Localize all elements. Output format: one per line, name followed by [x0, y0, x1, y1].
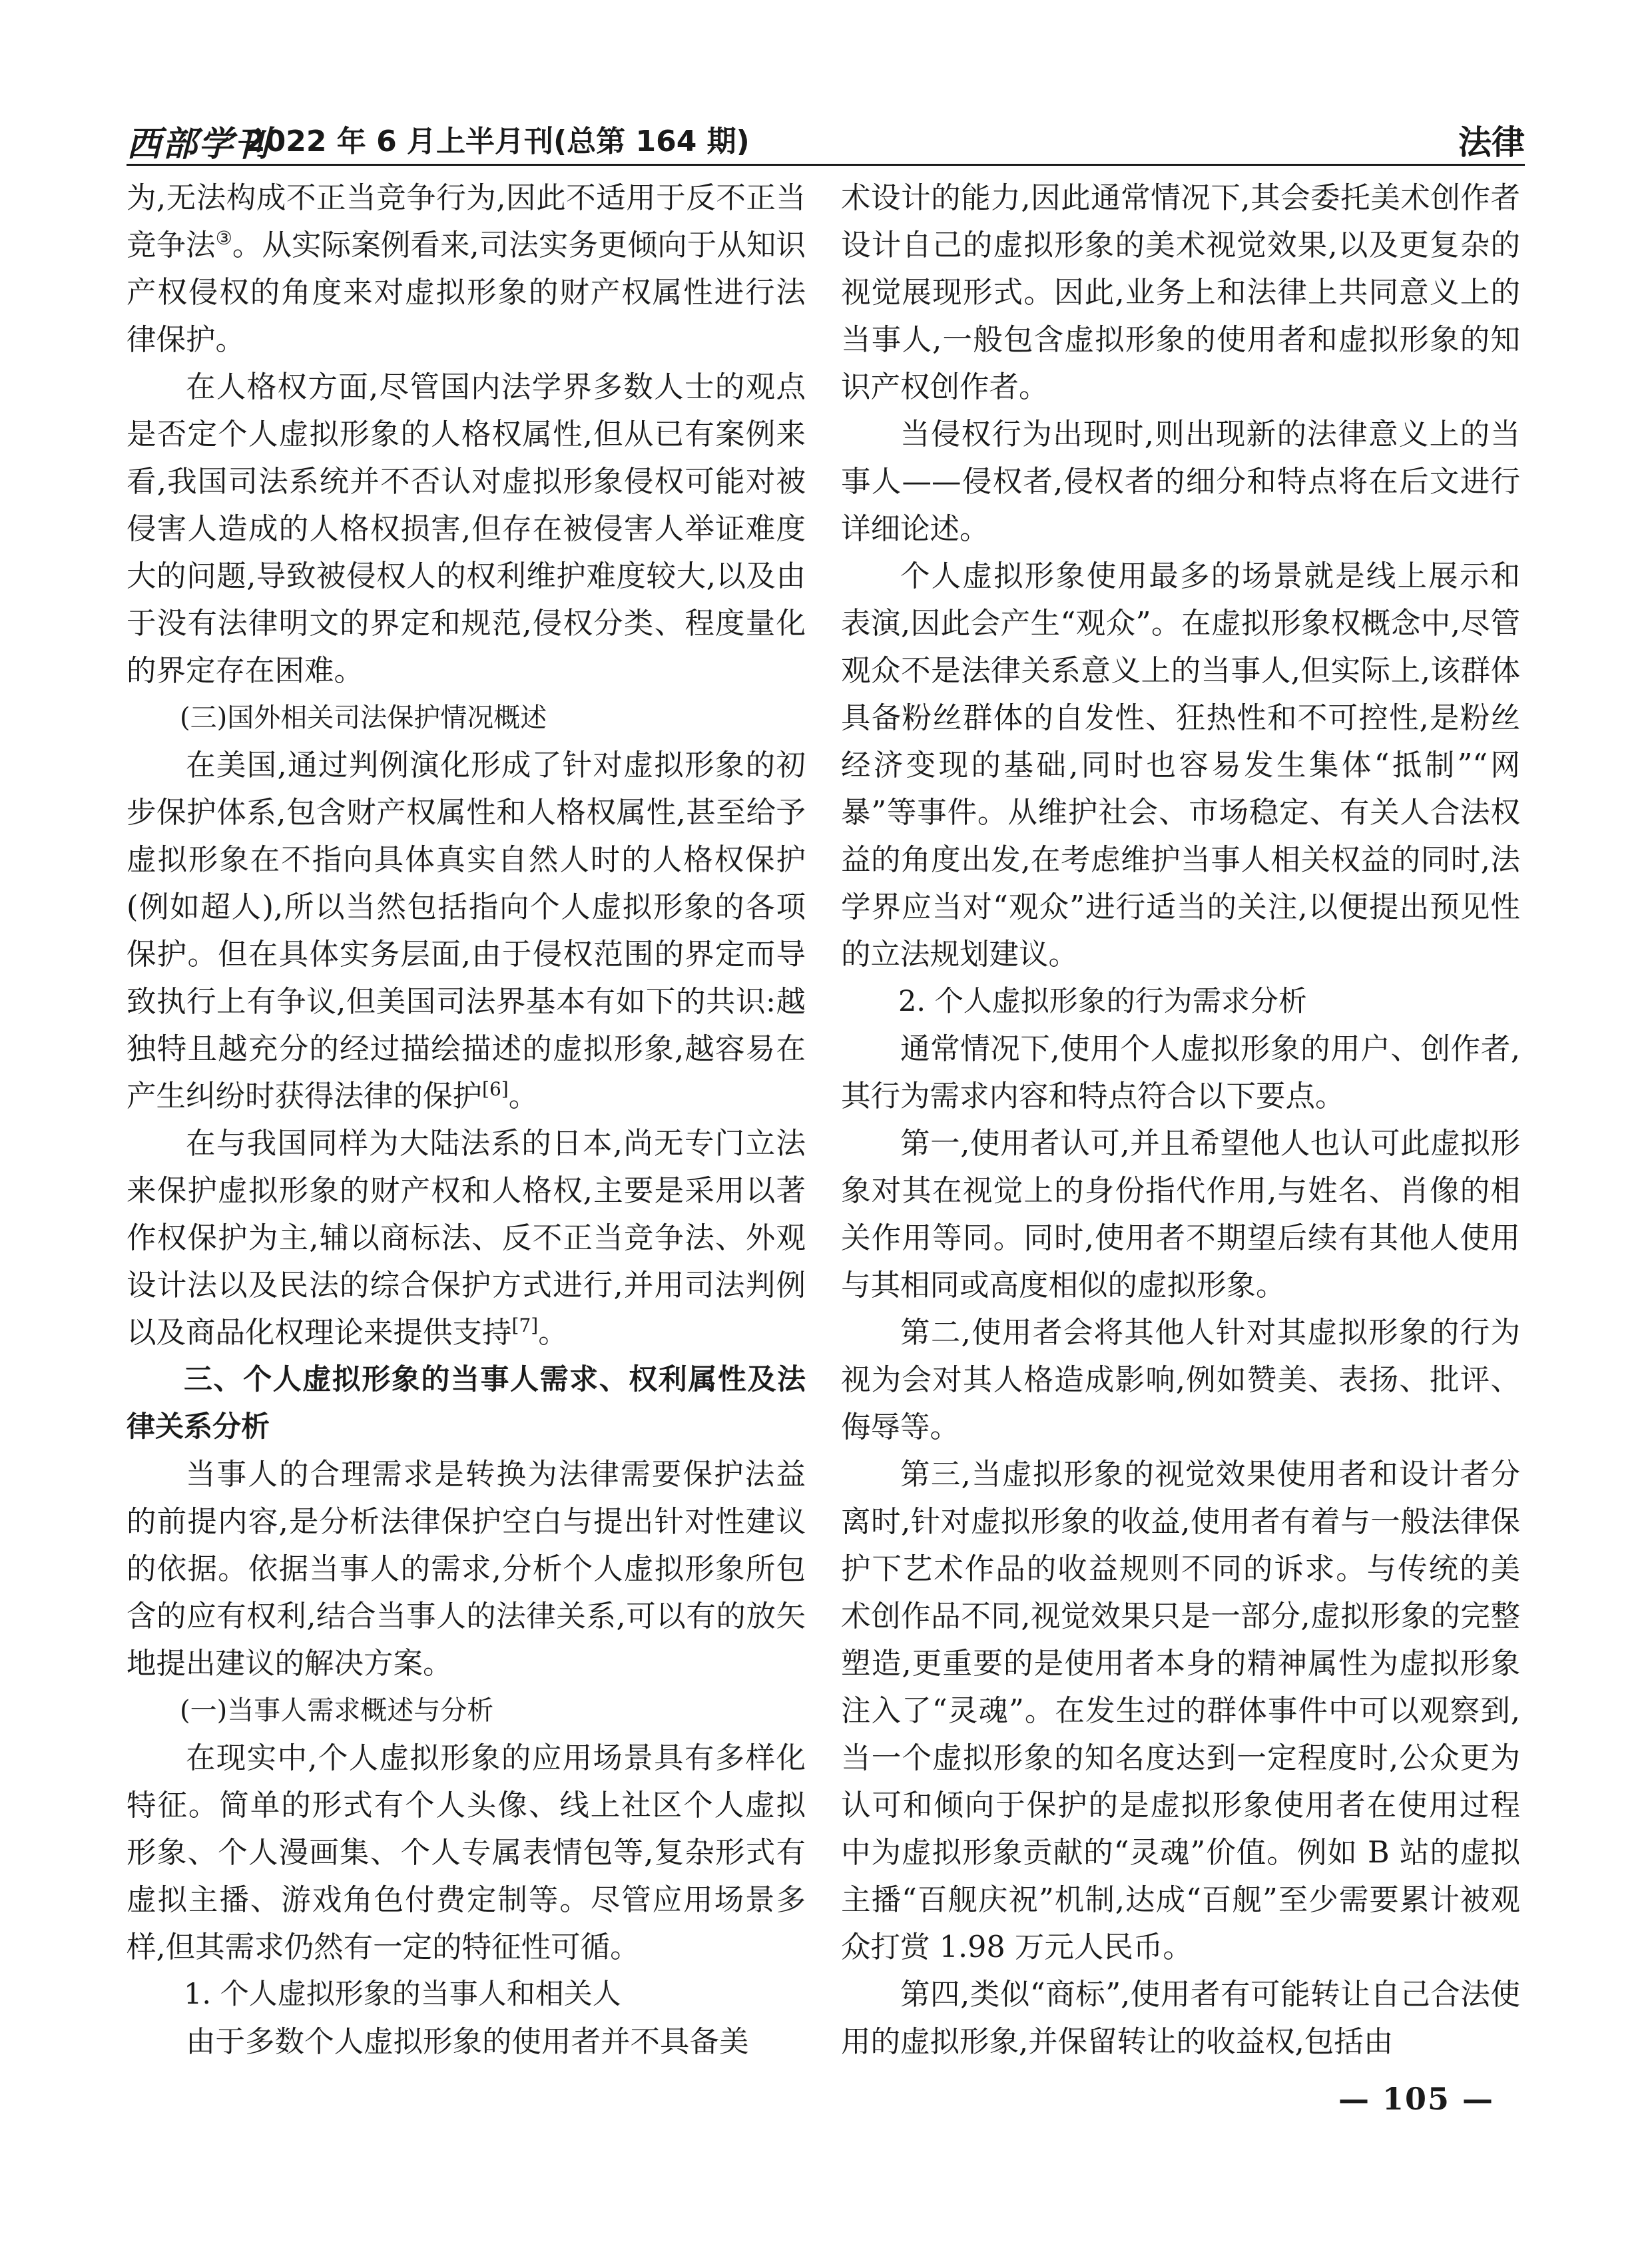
text: 由于多数个人虚拟形象的使用者并不具备美 [186, 2025, 749, 2059]
paragraph [841, 1309, 1520, 1451]
left-column [127, 174, 806, 2066]
text: 三、个人虚拟形象的当事人需求、权利属性及法律关系分析 [127, 1363, 806, 1444]
paragraph [841, 411, 1520, 553]
paragraph [841, 1971, 1520, 2066]
paragraph [841, 1120, 1520, 1309]
text: 第三,当虚拟形象的视觉效果使用者和设计者分离时,针对虚拟形象的收益,使用者有着与一般法律保护下艺术作品的收益规则不同的诉求。与传统的美术创作品不同,视觉效果只是一部分,虚拟形象的完整塑造,更重要的是使用者本身的精神属性为虚拟形象注入了“灵魂”。在发生过的群体事件中可以观察到,当一个虚拟形象的知名度达到一定程度时,公众更为认可和倾向于保护的是虚拟形象使用者在使用过程中为虚拟形象贡献的“灵魂”价值。例如 B 站的虚拟主播“百舰庆祝”机制,达成“百舰”至少需要累计被观众打赏 1.98 万元人民币。 [841, 1458, 1520, 1964]
running-header [127, 107, 1525, 164]
text: 个人虚拟形象使用最多的场景就是线上展示和表演,因此会产生“观众”。在虚拟形象权概念中,尽管观众不是法律关系意义上的当事人,但实际上,该群体具备粉丝群体的自发性、狂热性和不可控性,是粉丝经济变现的基础,同时也容易发生集体“抵制”“网暴”等事件。从维护社会、市场稳定、有关人合法权益的角度出发,在考虑维护当事人相关权益的同时,法学界应当对“观众”进行适当的关注,以便提出预见性的立法规划建议。 [841, 559, 1520, 972]
text-tail: 。从实际案例看来,司法实务更倾向于从知识产权侵权的角度来对虚拟形象的财产权属性进行法律保护。 [127, 228, 806, 357]
text: 为,无法构成不正当竞争行为,因此不适用于反不正当竞争法 [127, 181, 806, 262]
paragraph [127, 1120, 806, 1356]
text: 在与我国同样为大陆法系的日本,尚无专门立法来保护虚拟形象的财产权和人格权,主要是采用以著作权保护为主,辅以商标法、反不正当竞争法、外观设计法以及民法的综合保护方式进行,并用司法判例以及商品化权理论来提供支持 [127, 1127, 806, 1350]
paragraph [127, 742, 806, 1120]
subsection-heading [127, 695, 806, 742]
paragraph [841, 1025, 1520, 1120]
paragraph [127, 2018, 806, 2066]
paragraph-continued [841, 174, 1520, 411]
paragraph [127, 1451, 806, 1687]
text: 第一,使用者认可,并且希望他人也认可此虚拟形象对其在视觉上的身份指代作用,与姓名、肖像的相关作用等同。同时,使用者不期望后续有其他人使用与其相同或高度相似的虚拟形象。 [841, 1127, 1520, 1302]
text: 第四,类似“商标”,使用者有可能转让自己合法使用的虚拟形象,并保留转让的收益权,包括由 [841, 1978, 1520, 2059]
text-tail: 。 [538, 1316, 568, 1350]
citation-marker: [6] [482, 1078, 509, 1101]
section-label: 法律 [1458, 123, 1525, 162]
text-tail: 。 [508, 1079, 539, 1113]
subsubsection-heading [841, 978, 1520, 1025]
issue-info: 2022 年 6 月上半月刊(总第 164 期) [245, 125, 750, 158]
subsection-heading [127, 1687, 806, 1735]
journal-name: 西部学刊 [127, 124, 271, 164]
page-number: — 105 — [1338, 2081, 1495, 2117]
text: 术设计的能力,因此通常情况下,其会委托美术创作者设计自己的虚拟形象的美术视觉效果,以及更复杂的视觉展现形式。因此,业务上和法律上共同意义上的当事人,一般包含虚拟形象的使用者和虚拟形象的知识产权创作者。 [841, 181, 1520, 404]
text: 2. 个人虚拟形象的行为需求分析 [898, 985, 1307, 1018]
paragraph [127, 1735, 806, 1971]
section-heading [127, 1356, 806, 1451]
text: (一)当事人需求概述与分析 [180, 1695, 494, 1726]
paragraph [841, 1451, 1520, 1971]
right-column [841, 174, 1520, 2066]
text: (三)国外相关司法保护情况概述 [180, 702, 547, 733]
text: 在现实中,个人虚拟形象的应用场景具有多样化特征。简单的形式有个人头像、线上社区个人虚拟形象、个人漫画集、个人专属表情包等,复杂形式有虚拟主播、游戏角色付费定制等。尽管应用场景多样,但其需求仍然有一定的特征性可循。 [127, 1741, 806, 1964]
text: 当事人的合理需求是转换为法律需要保护法益的前提内容,是分析法律保护空白与提出针对性建议的依据。依据当事人的需求,分析个人虚拟形象所包含的应有权利,结合当事人的法律关系,可以有的放矢地提出建议的解决方案。 [127, 1458, 806, 1681]
citation-marker: [7] [511, 1314, 539, 1337]
header-rule [127, 164, 1525, 166]
text: 在人格权方面,尽管国内法学界多数人士的观点是否定个人虚拟形象的人格权属性,但从已有案例来看,我国司法系统并不否认对虚拟形象侵权可能对被侵害人造成的人格权损害,但存在被侵害人举证难度大的问题,导致被侵权人的权利维护难度较大,以及由于没有法律明文的界定和规范,侵权分类、程度量化的界定存在困难。 [127, 370, 806, 688]
paragraph-continued [127, 174, 806, 364]
text: 在美国,通过判例演化形成了针对虚拟形象的初步保护体系,包含财产权属性和人格权属性,甚至给予虚拟形象在不指向具体真实自然人时的人格权保护(例如超人),所以当然包括指向个人虚拟形象的各项保护。但在具体实务层面,由于侵权范围的界定而导致执行上有争议,但美国司法界基本有如下的共识:越独特且越充分的经过描绘描述的虚拟形象,越容易在产生纠纷时获得法律的保护 [127, 748, 806, 1113]
text: 第二,使用者会将其他人针对其虚拟形象的行为视为会对其人格造成影响,例如赞美、表扬、批评、侮辱等。 [841, 1316, 1520, 1444]
text: 1. 个人虚拟形象的当事人和相关人 [184, 1978, 621, 2011]
paragraph [127, 364, 806, 695]
subsubsection-heading [127, 1971, 806, 2018]
text: 通常情况下,使用个人虚拟形象的用户、创作者,其行为需求内容和特点符合以下要点。 [841, 1032, 1520, 1113]
text: 当侵权行为出现时,则出现新的法律意义上的当事人——侵权者,侵权者的细分和特点将在后文进行详细论述。 [841, 418, 1520, 546]
citation-marker: ③ [215, 227, 232, 250]
paragraph [841, 553, 1520, 978]
